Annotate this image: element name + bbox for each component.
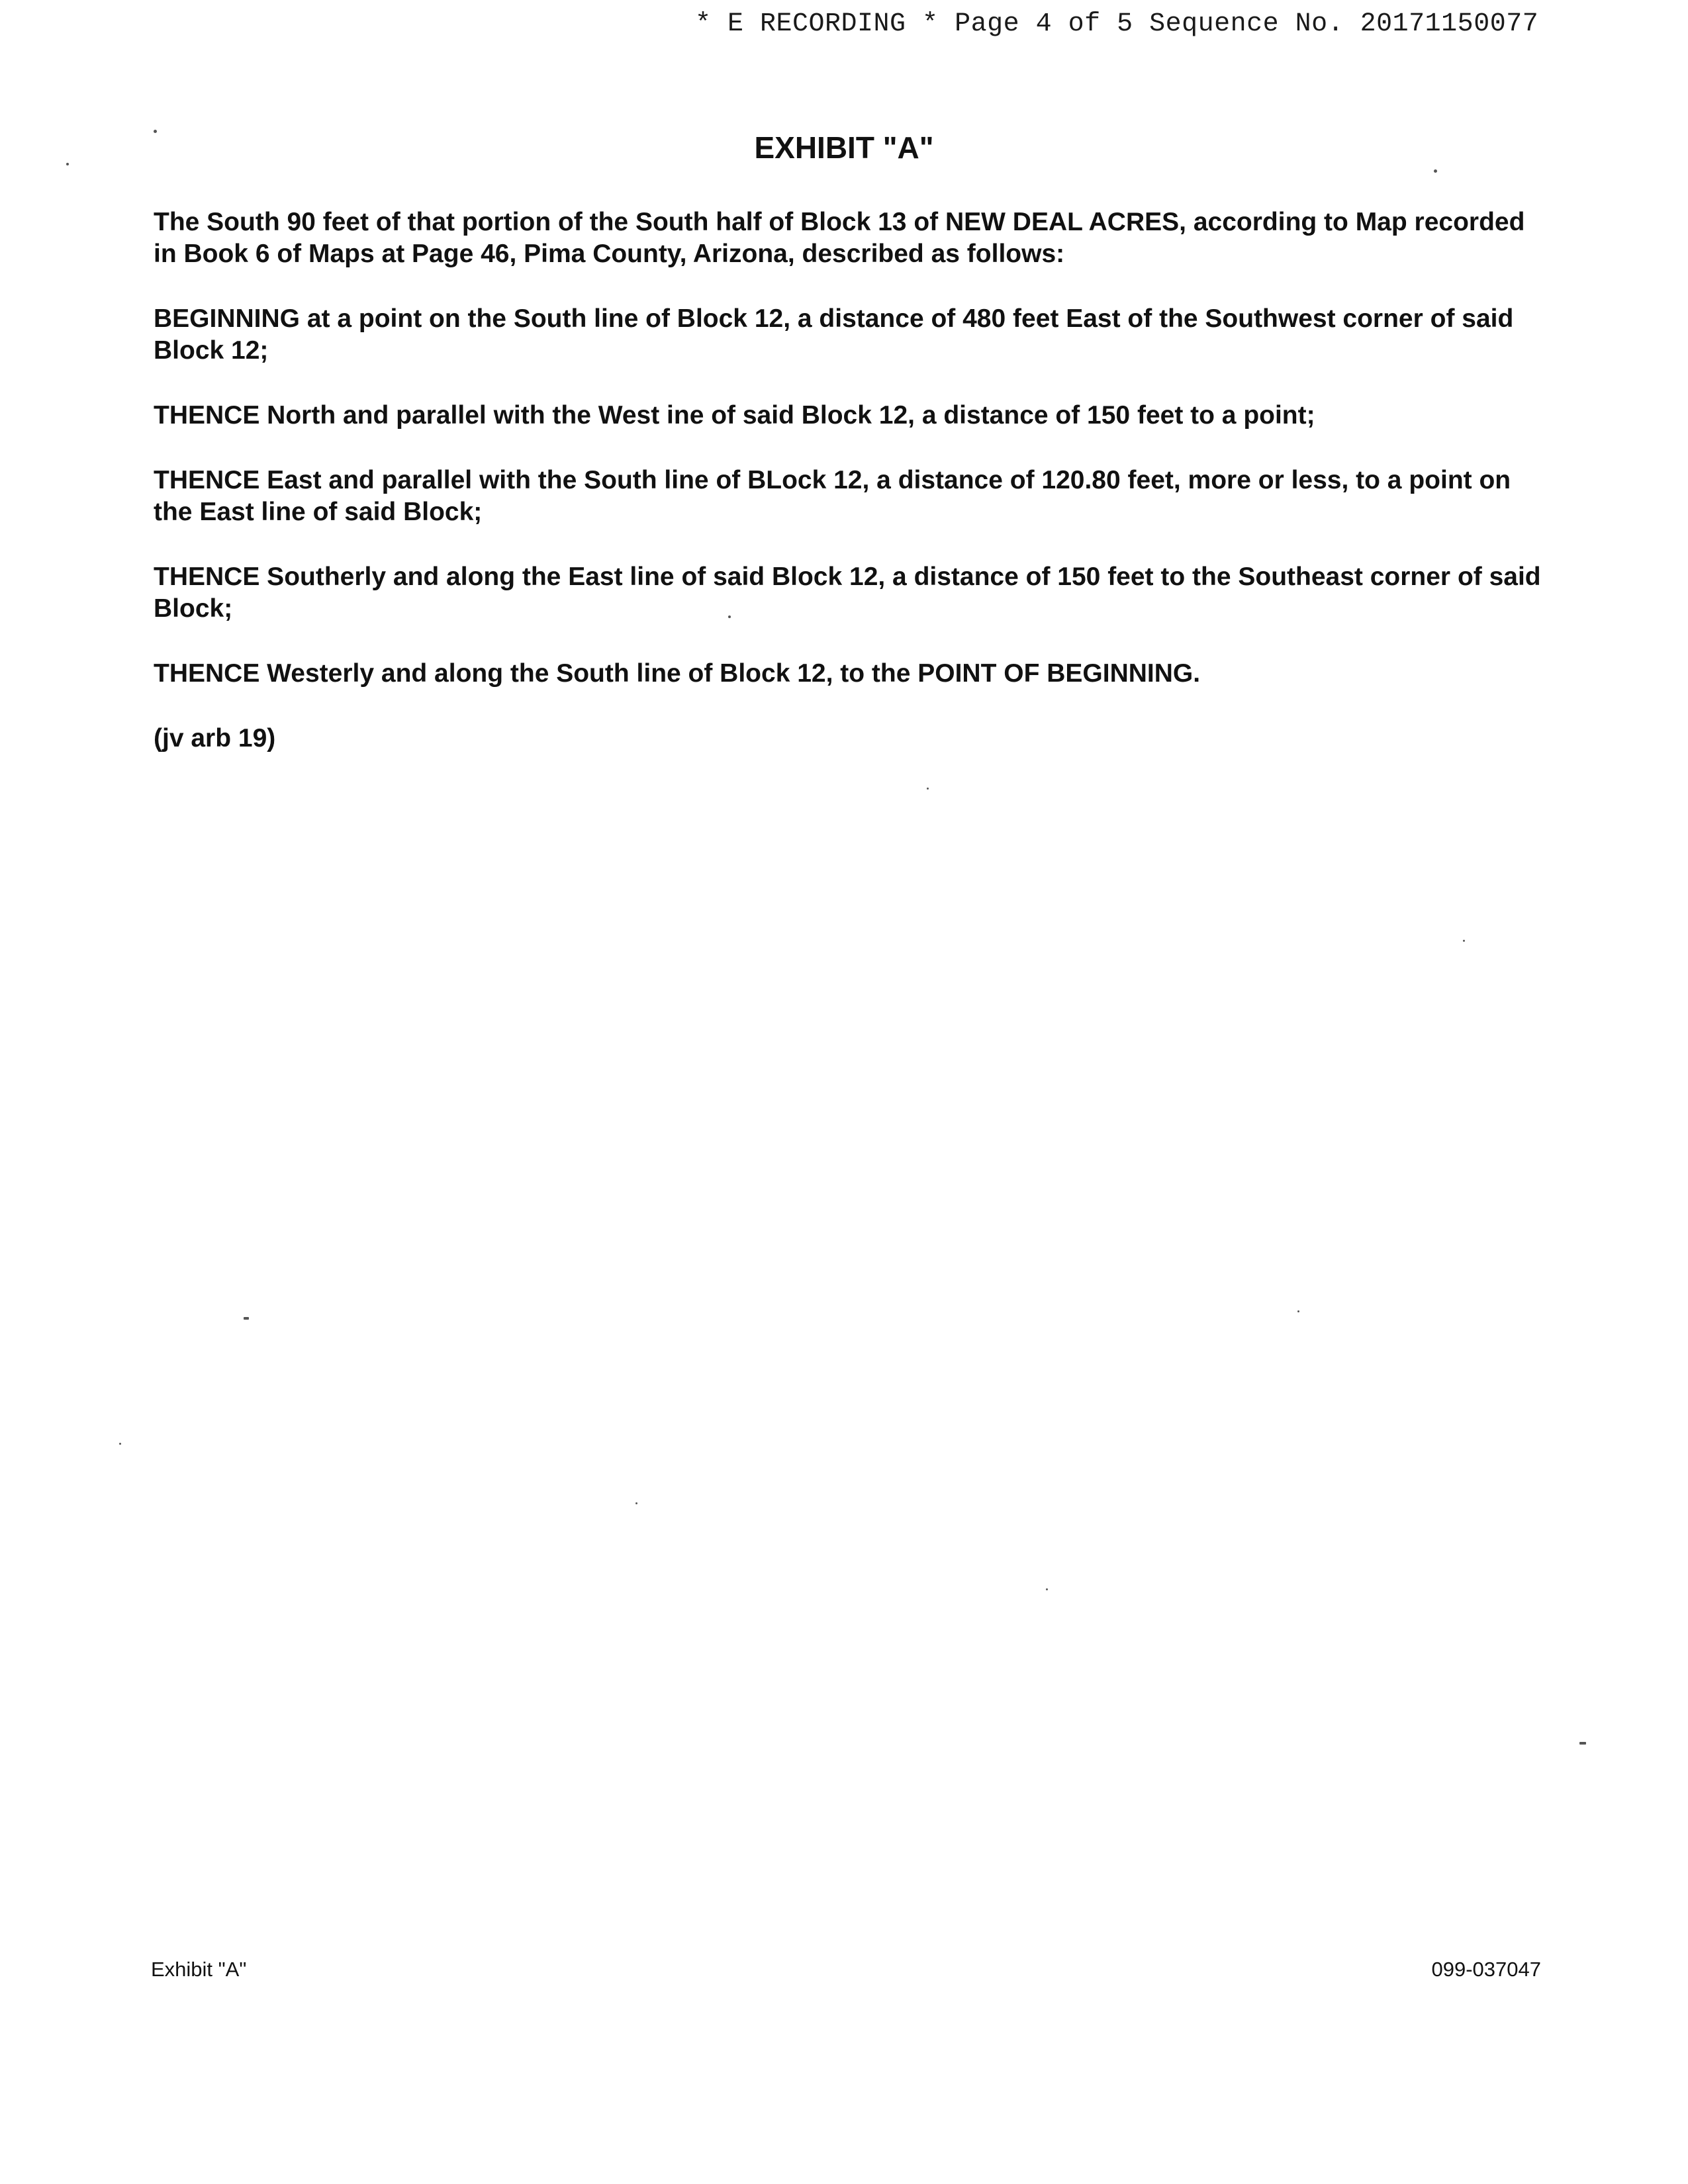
scan-speck (244, 1317, 249, 1320)
paragraph-intro: The South 90 feet of that portion of the South half of Block 13 of NEW DEAL ACRES, according to Map recorded in Book 6 of Maps at Page 46, Pima County, Arizona, described as follows: (154, 208, 1525, 268)
paragraph-thence-westerly: THENCE Westerly and along the South line of Block 12, to the POINT OF BEGINNING. (154, 659, 1201, 688)
paragraph-thence-east: THENCE East and parallel with the South line of BLock 12, a distance of 120.80 feet, more or less, to a point on the East line of said Block; (154, 466, 1511, 526)
scan-speck (1046, 1588, 1048, 1590)
exhibit-title: EXHIBIT "A" (754, 130, 934, 165)
recording-header: * E RECORDING * Page 4 of 5 Sequence No. 20171150077 (695, 9, 1539, 39)
scan-speck (1434, 169, 1437, 173)
paragraph-initials: (jv arb 19) (154, 724, 276, 752)
scan-speck (635, 1502, 637, 1504)
footer-exhibit-label: Exhibit "A" (151, 1958, 247, 1981)
paragraph-thence-north: THENCE North and parallel with the West ine of said Block 12, a distance of 150 feet to a point; (154, 401, 1315, 430)
paragraph-beginning: BEGINNING at a point on the South line of Block 12, a distance of 480 feet East of the Southwest corner of said Block 12; (154, 304, 1514, 365)
scan-speck (927, 788, 929, 790)
scan-speck (154, 130, 157, 133)
footer-document-number: 099-037047 (1431, 1958, 1541, 1981)
scan-speck (119, 1443, 121, 1445)
scan-speck (1463, 940, 1465, 942)
paragraph-thence-southerly: THENCE Southerly and along the East line of said Block 12, a distance of 150 feet to the Southeast corner of said Block; (154, 563, 1541, 623)
scan-speck (1579, 1742, 1586, 1745)
scan-speck (66, 163, 69, 165)
scan-speck (1297, 1310, 1299, 1312)
legal-description (154, 206, 1544, 788)
scan-speck (728, 615, 731, 618)
